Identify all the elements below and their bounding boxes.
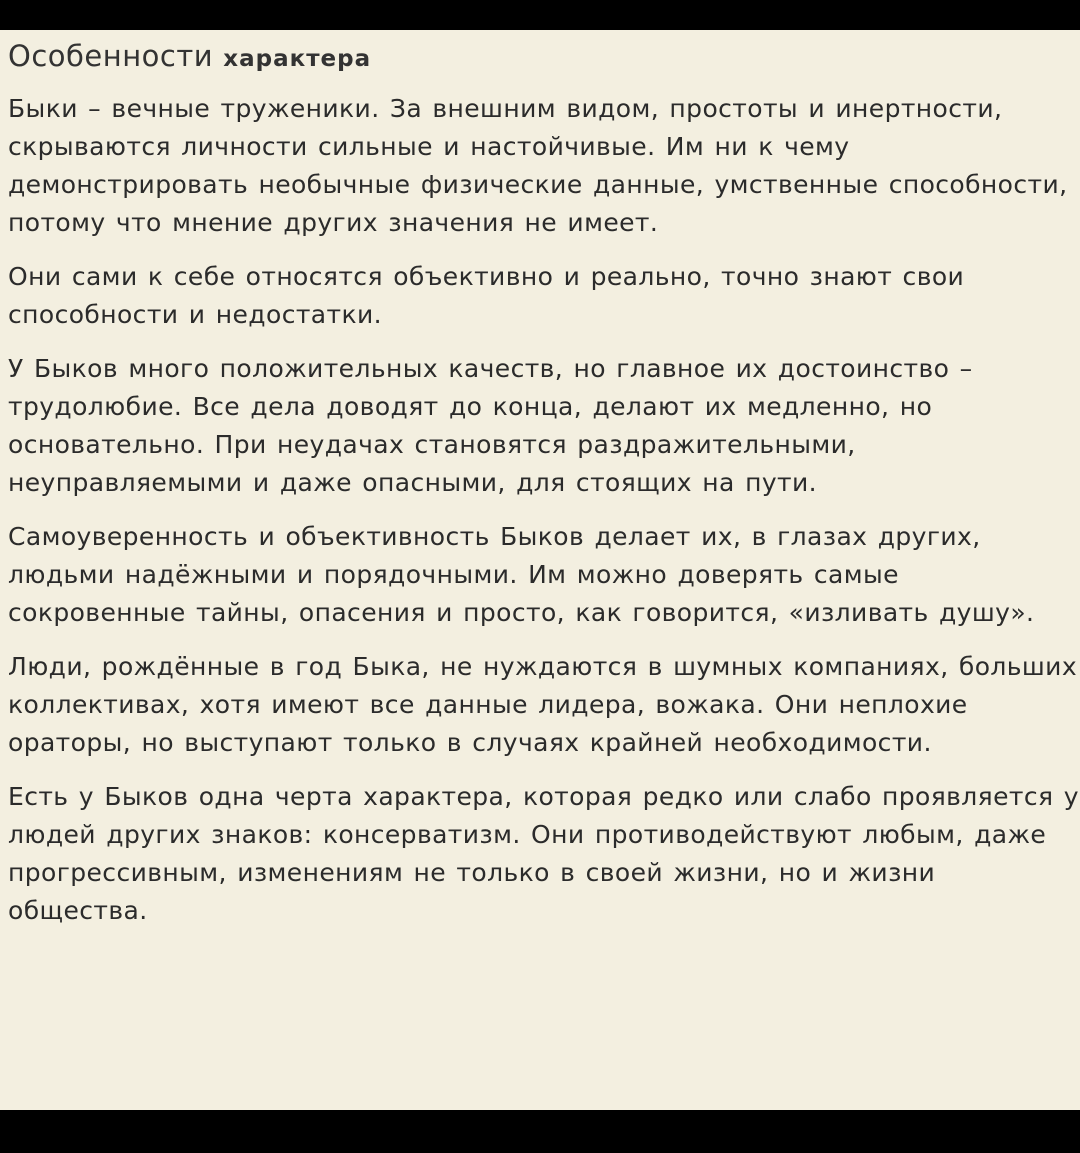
paragraph-3: У Быков много положительных качеств, но главное их достоинство – трудолюбие. Все дела доводят до конца, делают их медленно, но основательно. При неудачах становятся раздражительными, неуправляемыми и даже опасными, для стоящих на пути.	[8, 354, 973, 497]
title-word-second: характера	[223, 46, 372, 72]
paragraph-5: Люди, рождённые в год Быка, не нуждаются в шумных компаниях, больших коллективах, хотя имеют все данные лидера, вожака. Они неплохие ораторы, но выступают только в случаях крайней необходимости.	[8, 652, 1078, 757]
bottom-black-bar	[0, 1110, 1080, 1153]
paragraph-6: Есть у Быков одна черта характера, которая редко или слабо проявляется у людей других знаков: консерватизм. Они противодействуют любым, даже прогрессивным, изменениям не только в своей жизни, но и жизни общества.	[8, 782, 1079, 925]
article-title	[8, 34, 1080, 76]
paragraph-4: Самоуверенность и объективность Быков делает их, в глазах других, людьми надёжными и порядочными. Им можно доверять самые сокровенные тайны, опасения и просто, как говорится, «изливать душу».	[8, 522, 1035, 627]
top-black-bar	[0, 0, 1080, 30]
paragraph-1: Быки – вечные труженики. За внешним видом, простоты и инертности, скрываются личности сильные и настойчивые. Им ни к чему демонстрировать необычные физические данные, умственные способности, потому что мнение других значения не имеет.	[8, 94, 1068, 237]
paragraph-2: Они сами к себе относятся объективно и реально, точно знают свои способности и недостатки.	[8, 262, 965, 329]
article-image	[0, 30, 1080, 1110]
title-word-first: собенности	[31, 39, 214, 73]
title-initial: О	[8, 39, 32, 73]
